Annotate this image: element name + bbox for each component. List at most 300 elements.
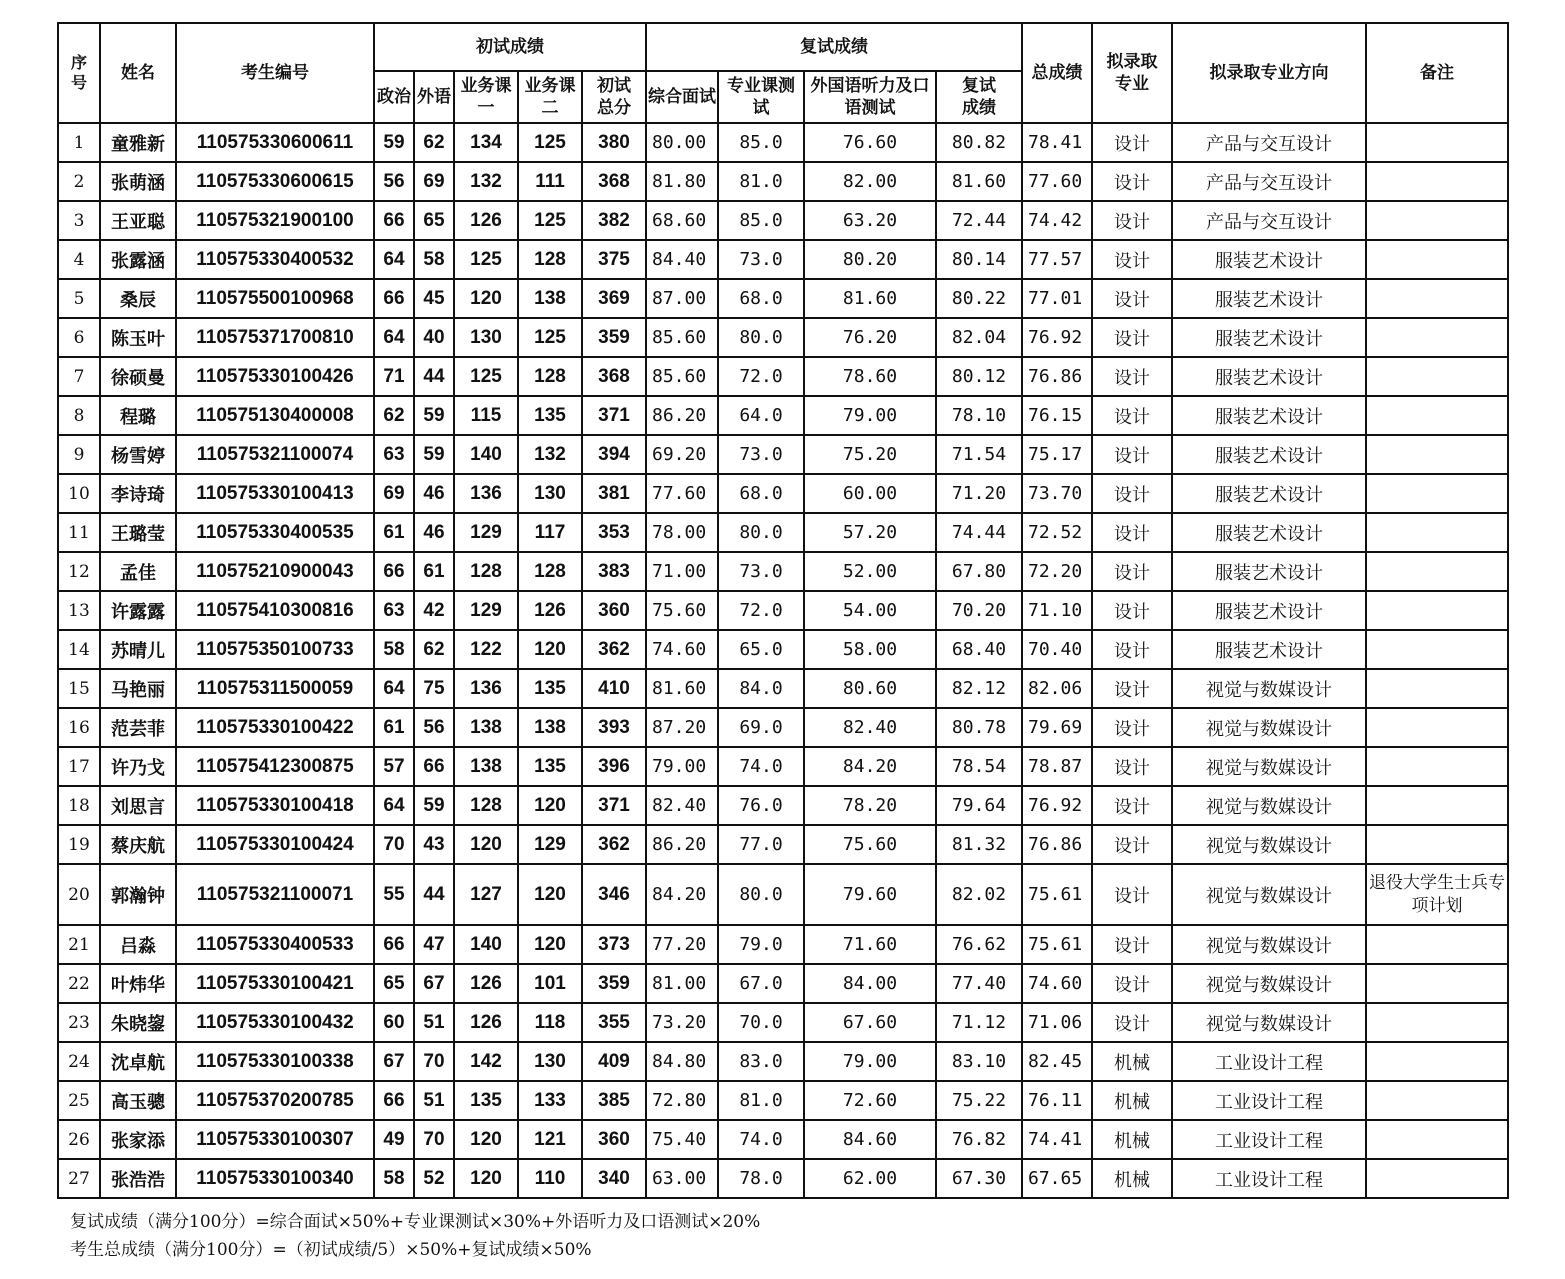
remark-cell (1366, 669, 1508, 708)
name-cell: 许乃戈 (100, 747, 176, 786)
header-professional: 专业课测试 (718, 71, 804, 123)
course2-cell: 126 (518, 591, 582, 630)
header-retest-score: 复试成绩 (936, 71, 1022, 123)
total-cell: 75.61 (1022, 864, 1092, 925)
prelim-total-cell: 362 (582, 630, 646, 669)
table-row (58, 825, 1508, 864)
header-major: 拟录取专业 (1092, 23, 1172, 123)
prelim-total-cell: 380 (582, 123, 646, 162)
course1-cell: 126 (454, 1003, 518, 1042)
total-cell: 73.70 (1022, 474, 1092, 513)
seq-cell: 5 (58, 279, 100, 318)
seq-cell: 24 (58, 1042, 100, 1081)
total-cell: 71.06 (1022, 1003, 1092, 1042)
interview-cell: 68.60 (646, 201, 718, 240)
seq-cell: 22 (58, 964, 100, 1003)
total-cell: 74.42 (1022, 201, 1092, 240)
foreign-cell: 75 (414, 669, 454, 708)
name-cell: 郭瀚钟 (100, 864, 176, 925)
prelim-total-cell: 396 (582, 747, 646, 786)
table-row (58, 864, 1508, 925)
course2-cell: 135 (518, 669, 582, 708)
table-row (58, 513, 1508, 552)
prelim-total-cell: 375 (582, 240, 646, 279)
prelim-total-cell: 371 (582, 396, 646, 435)
remark-cell (1366, 162, 1508, 201)
id-cell: 110575321900100 (176, 201, 374, 240)
politics-cell: 63 (374, 591, 414, 630)
professional-cell: 73.0 (718, 435, 804, 474)
id-cell: 110575321100074 (176, 435, 374, 474)
note-total-formula: 考生总成绩（满分100分）=（初试成绩/5）×50%+复试成绩×50% (70, 1240, 592, 1260)
retest-score-cell: 71.20 (936, 474, 1022, 513)
remark-cell (1366, 123, 1508, 162)
remark-cell (1366, 201, 1508, 240)
major-cell: 机械 (1092, 1120, 1172, 1159)
language-cell: 75.20 (804, 435, 936, 474)
header-politics: 政治 (374, 71, 414, 123)
name-cell: 苏晴儿 (100, 630, 176, 669)
major-cell: 设计 (1092, 669, 1172, 708)
language-cell: 82.40 (804, 708, 936, 747)
foreign-cell: 56 (414, 708, 454, 747)
name-cell: 朱晓鋆 (100, 1003, 176, 1042)
table-row (58, 279, 1508, 318)
remark-cell (1366, 1081, 1508, 1120)
prelim-total-cell: 355 (582, 1003, 646, 1042)
politics-cell: 61 (374, 708, 414, 747)
foreign-cell: 45 (414, 279, 454, 318)
interview-cell: 71.00 (646, 552, 718, 591)
seq-cell: 27 (58, 1159, 100, 1198)
interview-cell: 87.20 (646, 708, 718, 747)
header-name: 姓名 (100, 23, 176, 123)
course2-cell: 117 (518, 513, 582, 552)
direction-cell: 产品与交互设计 (1172, 162, 1366, 201)
id-cell: 110575330600611 (176, 123, 374, 162)
interview-cell: 81.00 (646, 964, 718, 1003)
major-cell: 设计 (1092, 357, 1172, 396)
course1-cell: 122 (454, 630, 518, 669)
table-row (58, 630, 1508, 669)
language-cell: 71.60 (804, 925, 936, 964)
name-cell: 王亚聪 (100, 201, 176, 240)
politics-cell: 69 (374, 474, 414, 513)
seq-cell: 7 (58, 357, 100, 396)
foreign-cell: 65 (414, 201, 454, 240)
retest-score-cell: 76.82 (936, 1120, 1022, 1159)
politics-cell: 64 (374, 318, 414, 357)
direction-cell: 视觉与数媒设计 (1172, 786, 1366, 825)
table-row (58, 1159, 1508, 1198)
prelim-total-cell: 360 (582, 1120, 646, 1159)
professional-cell: 78.0 (718, 1159, 804, 1198)
retest-score-cell: 70.20 (936, 591, 1022, 630)
prelim-total-cell: 383 (582, 552, 646, 591)
course2-cell: 133 (518, 1081, 582, 1120)
language-cell: 75.60 (804, 825, 936, 864)
language-cell: 54.00 (804, 591, 936, 630)
politics-cell: 66 (374, 1081, 414, 1120)
major-cell: 设计 (1092, 279, 1172, 318)
seq-cell: 17 (58, 747, 100, 786)
politics-cell: 66 (374, 201, 414, 240)
name-cell: 蔡庆航 (100, 825, 176, 864)
seq-cell: 18 (58, 786, 100, 825)
major-cell: 设计 (1092, 435, 1172, 474)
id-cell: 110575330100432 (176, 1003, 374, 1042)
retest-score-cell: 71.54 (936, 435, 1022, 474)
politics-cell: 64 (374, 240, 414, 279)
seq-cell: 19 (58, 825, 100, 864)
seq-cell: 6 (58, 318, 100, 357)
course2-cell: 138 (518, 708, 582, 747)
foreign-cell: 62 (414, 123, 454, 162)
professional-cell: 81.0 (718, 162, 804, 201)
remark-cell (1366, 964, 1508, 1003)
language-cell: 79.60 (804, 864, 936, 925)
language-cell: 82.00 (804, 162, 936, 201)
professional-cell: 68.0 (718, 279, 804, 318)
foreign-cell: 59 (414, 786, 454, 825)
name-cell: 张浩浩 (100, 1159, 176, 1198)
major-cell: 设计 (1092, 925, 1172, 964)
professional-cell: 69.0 (718, 708, 804, 747)
politics-cell: 65 (374, 964, 414, 1003)
foreign-cell: 70 (414, 1120, 454, 1159)
total-cell: 76.11 (1022, 1081, 1092, 1120)
professional-cell: 68.0 (718, 474, 804, 513)
remark-cell (1366, 552, 1508, 591)
name-cell: 刘思言 (100, 786, 176, 825)
header-retest-group: 复试成绩 (646, 23, 1022, 71)
professional-cell: 64.0 (718, 396, 804, 435)
name-cell: 王璐莹 (100, 513, 176, 552)
total-cell: 76.92 (1022, 318, 1092, 357)
politics-cell: 62 (374, 396, 414, 435)
language-cell: 78.20 (804, 786, 936, 825)
retest-score-cell: 82.12 (936, 669, 1022, 708)
major-cell: 设计 (1092, 864, 1172, 925)
course1-cell: 130 (454, 318, 518, 357)
direction-cell: 产品与交互设计 (1172, 201, 1366, 240)
prelim-total-cell: 382 (582, 201, 646, 240)
total-cell: 77.60 (1022, 162, 1092, 201)
professional-cell: 70.0 (718, 1003, 804, 1042)
politics-cell: 64 (374, 786, 414, 825)
foreign-cell: 58 (414, 240, 454, 279)
table-row (58, 1042, 1508, 1081)
major-cell: 设计 (1092, 240, 1172, 279)
header-total: 总成绩 (1022, 23, 1092, 123)
name-cell: 孟佳 (100, 552, 176, 591)
course2-cell: 121 (518, 1120, 582, 1159)
id-cell: 110575330100426 (176, 357, 374, 396)
interview-cell: 84.20 (646, 864, 718, 925)
direction-cell: 视觉与数媒设计 (1172, 864, 1366, 925)
prelim-total-cell: 385 (582, 1081, 646, 1120)
major-cell: 设计 (1092, 162, 1172, 201)
language-cell: 80.60 (804, 669, 936, 708)
course1-cell: 120 (454, 825, 518, 864)
course1-cell: 129 (454, 513, 518, 552)
politics-cell: 67 (374, 1042, 414, 1081)
remark-cell (1366, 925, 1508, 964)
seq-cell: 10 (58, 474, 100, 513)
id-cell: 110575321100071 (176, 864, 374, 925)
name-cell: 马艳丽 (100, 669, 176, 708)
id-cell: 110575330100421 (176, 964, 374, 1003)
seq-cell: 23 (58, 1003, 100, 1042)
foreign-cell: 66 (414, 747, 454, 786)
politics-cell: 66 (374, 552, 414, 591)
major-cell: 设计 (1092, 513, 1172, 552)
major-cell: 设计 (1092, 747, 1172, 786)
table-row (58, 396, 1508, 435)
total-cell: 67.65 (1022, 1159, 1092, 1198)
course1-cell: 138 (454, 708, 518, 747)
seq-cell: 11 (58, 513, 100, 552)
course2-cell: 101 (518, 964, 582, 1003)
retest-score-cell: 80.82 (936, 123, 1022, 162)
course1-cell: 125 (454, 240, 518, 279)
professional-cell: 76.0 (718, 786, 804, 825)
id-cell: 110575330100413 (176, 474, 374, 513)
professional-cell: 72.0 (718, 357, 804, 396)
professional-cell: 74.0 (718, 1120, 804, 1159)
prelim-total-cell: 410 (582, 669, 646, 708)
total-cell: 77.57 (1022, 240, 1092, 279)
total-cell: 76.86 (1022, 357, 1092, 396)
course1-cell: 128 (454, 552, 518, 591)
politics-cell: 71 (374, 357, 414, 396)
header-course2: 业务课二 (518, 71, 582, 123)
interview-cell: 77.20 (646, 925, 718, 964)
course2-cell: 125 (518, 318, 582, 357)
header-prelim-group: 初试成绩 (374, 23, 646, 71)
direction-cell: 服装艺术设计 (1172, 552, 1366, 591)
total-cell: 78.87 (1022, 747, 1092, 786)
foreign-cell: 44 (414, 357, 454, 396)
name-cell: 沈卓航 (100, 1042, 176, 1081)
name-cell: 程璐 (100, 396, 176, 435)
professional-cell: 72.0 (718, 591, 804, 630)
note-retest-formula: 复试成绩（满分100分）=综合面试×50%+专业课测试×30%+外语听力及口语测试×20% (70, 1212, 761, 1232)
professional-cell: 80.0 (718, 318, 804, 357)
name-cell: 叶炜华 (100, 964, 176, 1003)
interview-cell: 63.00 (646, 1159, 718, 1198)
course2-cell: 135 (518, 747, 582, 786)
foreign-cell: 52 (414, 1159, 454, 1198)
seq-cell: 21 (58, 925, 100, 964)
politics-cell: 60 (374, 1003, 414, 1042)
retest-score-cell: 79.64 (936, 786, 1022, 825)
language-cell: 52.00 (804, 552, 936, 591)
course2-cell: 128 (518, 552, 582, 591)
course1-cell: 136 (454, 669, 518, 708)
interview-cell: 84.80 (646, 1042, 718, 1081)
foreign-cell: 62 (414, 630, 454, 669)
remark-cell (1366, 591, 1508, 630)
direction-cell: 服装艺术设计 (1172, 357, 1366, 396)
foreign-cell: 44 (414, 864, 454, 925)
language-cell: 67.60 (804, 1003, 936, 1042)
total-cell: 78.41 (1022, 123, 1092, 162)
prelim-total-cell: 373 (582, 925, 646, 964)
course2-cell: 138 (518, 279, 582, 318)
direction-cell: 视觉与数媒设计 (1172, 825, 1366, 864)
total-cell: 77.01 (1022, 279, 1092, 318)
major-cell: 设计 (1092, 964, 1172, 1003)
course2-cell: 129 (518, 825, 582, 864)
remark-cell (1366, 513, 1508, 552)
course2-cell: 120 (518, 864, 582, 925)
course2-cell: 132 (518, 435, 582, 474)
course2-cell: 111 (518, 162, 582, 201)
course1-cell: 126 (454, 201, 518, 240)
total-cell: 76.15 (1022, 396, 1092, 435)
id-cell: 110575130400008 (176, 396, 374, 435)
course2-cell: 118 (518, 1003, 582, 1042)
table-row (58, 318, 1508, 357)
total-cell: 82.06 (1022, 669, 1092, 708)
total-cell: 76.86 (1022, 825, 1092, 864)
course2-cell: 135 (518, 396, 582, 435)
course1-cell: 136 (454, 474, 518, 513)
header-course1: 业务课一 (454, 71, 518, 123)
major-cell: 设计 (1092, 201, 1172, 240)
interview-cell: 81.60 (646, 669, 718, 708)
interview-cell: 74.60 (646, 630, 718, 669)
direction-cell: 视觉与数媒设计 (1172, 1003, 1366, 1042)
seq-cell: 26 (58, 1120, 100, 1159)
interview-cell: 86.20 (646, 396, 718, 435)
total-cell: 71.10 (1022, 591, 1092, 630)
direction-cell: 视觉与数媒设计 (1172, 925, 1366, 964)
id-cell: 110575412300875 (176, 747, 374, 786)
prelim-total-cell: 393 (582, 708, 646, 747)
header-foreign: 外语 (414, 71, 454, 123)
total-cell: 79.69 (1022, 708, 1092, 747)
remark-cell (1366, 357, 1508, 396)
remark-cell (1366, 786, 1508, 825)
remark-cell (1366, 396, 1508, 435)
course1-cell: 132 (454, 162, 518, 201)
prelim-total-cell: 340 (582, 1159, 646, 1198)
course1-cell: 135 (454, 1081, 518, 1120)
direction-cell: 服装艺术设计 (1172, 474, 1366, 513)
table-row (58, 747, 1508, 786)
name-cell: 徐硕曼 (100, 357, 176, 396)
id-cell: 110575330400533 (176, 925, 374, 964)
prelim-total-cell: 360 (582, 591, 646, 630)
header-direction: 拟录取专业方向 (1172, 23, 1366, 123)
course1-cell: 140 (454, 435, 518, 474)
remark-cell: 退役大学生士兵专项计划 (1366, 864, 1508, 925)
interview-cell: 78.00 (646, 513, 718, 552)
total-cell: 75.17 (1022, 435, 1092, 474)
table-row (58, 786, 1508, 825)
total-cell: 75.61 (1022, 925, 1092, 964)
major-cell: 设计 (1092, 786, 1172, 825)
seq-cell: 4 (58, 240, 100, 279)
politics-cell: 49 (374, 1120, 414, 1159)
name-cell: 张萌涵 (100, 162, 176, 201)
foreign-cell: 51 (414, 1081, 454, 1120)
major-cell: 设计 (1092, 591, 1172, 630)
table-row (58, 552, 1508, 591)
interview-cell: 80.00 (646, 123, 718, 162)
prelim-total-cell: 359 (582, 318, 646, 357)
course1-cell: 140 (454, 925, 518, 964)
header-seq: 序号 (58, 23, 100, 123)
total-cell: 70.40 (1022, 630, 1092, 669)
header-id: 考生编号 (176, 23, 374, 123)
foreign-cell: 46 (414, 513, 454, 552)
total-cell: 76.92 (1022, 786, 1092, 825)
seq-cell: 13 (58, 591, 100, 630)
id-cell: 110575330100418 (176, 786, 374, 825)
total-cell: 82.45 (1022, 1042, 1092, 1081)
language-cell: 79.00 (804, 396, 936, 435)
seq-cell: 14 (58, 630, 100, 669)
course1-cell: 129 (454, 591, 518, 630)
remark-cell (1366, 318, 1508, 357)
course1-cell: 120 (454, 1120, 518, 1159)
interview-cell: 75.60 (646, 591, 718, 630)
retest-score-cell: 82.02 (936, 864, 1022, 925)
language-cell: 57.20 (804, 513, 936, 552)
seq-cell: 12 (58, 552, 100, 591)
language-cell: 72.60 (804, 1081, 936, 1120)
remark-cell (1366, 279, 1508, 318)
retest-score-cell: 76.62 (936, 925, 1022, 964)
retest-score-cell: 72.44 (936, 201, 1022, 240)
id-cell: 110575311500059 (176, 669, 374, 708)
language-cell: 78.60 (804, 357, 936, 396)
direction-cell: 工业设计工程 (1172, 1042, 1366, 1081)
foreign-cell: 67 (414, 964, 454, 1003)
total-cell: 72.20 (1022, 552, 1092, 591)
id-cell: 110575370200785 (176, 1081, 374, 1120)
name-cell: 张家添 (100, 1120, 176, 1159)
remark-cell (1366, 708, 1508, 747)
language-cell: 79.00 (804, 1042, 936, 1081)
score-table-body (58, 123, 1508, 1198)
table-row (58, 123, 1508, 162)
direction-cell: 服装艺术设计 (1172, 240, 1366, 279)
remark-cell (1366, 1159, 1508, 1198)
id-cell: 110575330100340 (176, 1159, 374, 1198)
prelim-total-cell: 368 (582, 357, 646, 396)
prelim-total-cell: 381 (582, 474, 646, 513)
name-cell: 张露涵 (100, 240, 176, 279)
interview-cell: 73.20 (646, 1003, 718, 1042)
professional-cell: 73.0 (718, 552, 804, 591)
id-cell: 110575410300816 (176, 591, 374, 630)
interview-cell: 82.40 (646, 786, 718, 825)
remark-cell (1366, 1120, 1508, 1159)
professional-cell: 74.0 (718, 747, 804, 786)
name-cell: 许露露 (100, 591, 176, 630)
direction-cell: 产品与交互设计 (1172, 123, 1366, 162)
retest-score-cell: 67.30 (936, 1159, 1022, 1198)
professional-cell: 67.0 (718, 964, 804, 1003)
table-row (58, 240, 1508, 279)
interview-cell: 77.60 (646, 474, 718, 513)
name-cell: 高玉骢 (100, 1081, 176, 1120)
politics-cell: 57 (374, 747, 414, 786)
